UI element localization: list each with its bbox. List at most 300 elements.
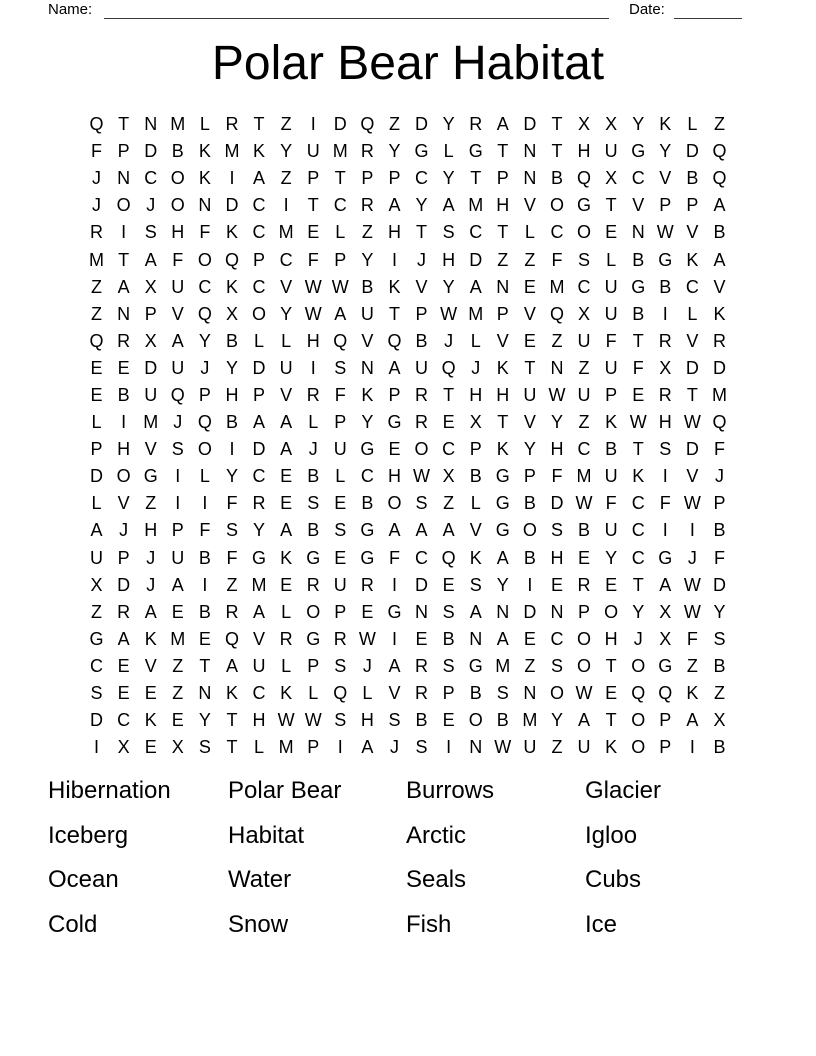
word-item: Habitat [228, 821, 305, 849]
grid-letter: H [496, 195, 510, 216]
grid-letter: X [469, 412, 482, 433]
grid-letter: T [632, 439, 644, 460]
grid-letter: P [605, 384, 618, 405]
grid-letter: C [252, 195, 266, 216]
grid-letter: V [523, 412, 536, 433]
grid-letter: I [662, 520, 668, 541]
grid-letter: J [146, 574, 156, 595]
grid-letter: D [415, 574, 429, 595]
grid-letter: Y [496, 574, 509, 595]
grid-letter: U [604, 357, 618, 378]
grid-letter: R [279, 628, 293, 649]
grid-letter: E [171, 710, 184, 731]
grid-letter: U [577, 384, 591, 405]
grid-letter: A [388, 520, 401, 541]
grid-letter: L [470, 493, 481, 514]
grid-letter: P [659, 737, 672, 758]
grid-letter: Z [91, 601, 103, 622]
grid-letter: V [686, 222, 699, 243]
grid-letter: R [225, 601, 239, 622]
grid-letter: C [333, 195, 347, 216]
grid-letter: P [334, 601, 347, 622]
grid-letter: E [415, 628, 428, 649]
grid-letter: E [605, 222, 618, 243]
grid-letter: B [496, 710, 509, 731]
grid-letter: Q [549, 303, 564, 324]
grid-letter: Q [360, 114, 375, 135]
grid-letter: P [253, 384, 266, 405]
grid-letter: C [252, 222, 266, 243]
grid-letter: X [605, 168, 618, 189]
grid-letter: R [225, 114, 239, 135]
grid-letter: L [362, 683, 373, 704]
grid-letter: U [306, 141, 320, 162]
grid-letter: G [306, 547, 321, 568]
grid-letter: Q [197, 412, 212, 433]
grid-letter: K [253, 141, 266, 162]
grid-letter: Z [145, 493, 157, 514]
grid-letter: A [496, 114, 509, 135]
grid-letter: I [121, 222, 127, 243]
grid-letter: P [496, 303, 509, 324]
grid-letter: S [334, 710, 347, 731]
grid-letter: Z [172, 655, 184, 676]
grid-letter: B [117, 384, 130, 405]
grid-letter: L [91, 412, 102, 433]
grid-letter: B [686, 168, 699, 189]
grid-letter: Y [605, 547, 618, 568]
grid-letter: P [307, 168, 320, 189]
grid-letter: Z [578, 412, 590, 433]
grid-letter: T [334, 168, 346, 189]
grid-letter: C [415, 547, 429, 568]
grid-letter: J [119, 520, 129, 541]
grid-letter: E [334, 547, 347, 568]
grid-letter: G [577, 195, 592, 216]
grid-letter: P [469, 439, 482, 460]
grid-letter: H [658, 412, 672, 433]
grid-letter: J [633, 628, 643, 649]
grid-letter: Z [361, 222, 373, 243]
grid-letter: F [199, 520, 211, 541]
grid-letter: A [442, 195, 455, 216]
grid-letter: X [659, 601, 672, 622]
grid-letter: T [253, 114, 265, 135]
grid-letter: O [549, 683, 564, 704]
grid-letter: W [683, 412, 701, 433]
grid-letter: H [225, 384, 239, 405]
grid-letter: F [91, 141, 103, 162]
grid-letter: D [144, 141, 158, 162]
grid-letter: E [361, 601, 374, 622]
grid-letter: S [469, 574, 482, 595]
grid-letter: S [198, 737, 211, 758]
grid-letter: U [144, 384, 158, 405]
grid-letter: G [631, 276, 646, 297]
grid-letter: Y [442, 168, 455, 189]
grid-letter: Q [441, 357, 456, 378]
grid-letter: T [470, 168, 482, 189]
word-item: Cubs [585, 866, 642, 894]
grid-letter: W [494, 737, 512, 758]
grid-letter: N [469, 737, 483, 758]
grid-letter: J [362, 655, 372, 676]
grid-letter: T [605, 195, 617, 216]
grid-letter: L [335, 222, 346, 243]
grid-letter: E [280, 493, 293, 514]
grid-letter: B [469, 683, 482, 704]
grid-letter: W [304, 710, 322, 731]
grid-letter: G [631, 141, 646, 162]
grid-letter: M [170, 628, 186, 649]
grid-letter: F [713, 547, 725, 568]
grid-letter: B [198, 547, 211, 568]
word-item: Snow [228, 910, 289, 938]
grid-letter: O [577, 222, 592, 243]
word-bank-column [228, 769, 406, 947]
grid-letter: B [659, 276, 672, 297]
grid-letter: Q [224, 628, 239, 649]
grid-letter: A [280, 439, 293, 460]
grid-letter: F [199, 222, 211, 243]
grid-letter: L [470, 330, 481, 351]
grid-letter: D [712, 574, 726, 595]
grid-letter: I [283, 195, 289, 216]
grid-letter: D [523, 601, 537, 622]
grid-letter: E [171, 601, 184, 622]
grid-letter: E [550, 574, 563, 595]
grid-letter: B [523, 493, 536, 514]
grid-letter: B [632, 303, 645, 324]
grid-letter: B [171, 141, 184, 162]
grid-letter: O [252, 303, 267, 324]
grid-letter: V [361, 330, 374, 351]
grid-letter: E [90, 357, 103, 378]
grid-letter: V [523, 303, 536, 324]
grid-letter: J [92, 168, 102, 189]
grid-letter: B [713, 737, 726, 758]
grid-letter: O [604, 601, 619, 622]
grid-letter: J [389, 737, 399, 758]
grid-letter: I [662, 466, 668, 487]
grid-letter: S [144, 222, 157, 243]
grid-letter: B [225, 330, 238, 351]
grid-letter: S [442, 222, 455, 243]
grid-letter: O [306, 601, 321, 622]
grid-letter: U [604, 466, 618, 487]
grid-letter: G [143, 466, 158, 487]
grid-letter: Z [713, 683, 725, 704]
grid-letter: E [198, 628, 211, 649]
grid-letter: N [550, 601, 564, 622]
grid-letter: C [360, 466, 374, 487]
grid-letter: S [442, 655, 455, 676]
grid-letter: P [496, 168, 509, 189]
grid-letter: R [658, 330, 672, 351]
grid-letter: P [90, 439, 103, 460]
grid-letter: L [199, 466, 210, 487]
grid-letter: F [388, 547, 400, 568]
grid-letter: Z [443, 493, 455, 514]
grid-letter: M [468, 195, 484, 216]
grid-letter: P [334, 412, 347, 433]
grid-letter: I [202, 493, 208, 514]
grid-letter: V [523, 195, 536, 216]
page-title: Polar Bear Habitat [211, 37, 605, 90]
grid-letter: G [360, 547, 375, 568]
grid-letter: S [307, 493, 320, 514]
grid-letter: U [279, 357, 293, 378]
date-blank-line [674, 18, 742, 19]
grid-letter: T [632, 330, 644, 351]
grid-letter: A [388, 357, 401, 378]
grid-letter: A [171, 330, 184, 351]
grid-letter: U [577, 330, 591, 351]
grid-letter: C [252, 466, 266, 487]
grid-letter: A [253, 412, 266, 433]
grid-letter: I [337, 737, 343, 758]
grid-letter: S [415, 493, 428, 514]
grid-letter: I [202, 574, 208, 595]
letter-grid [83, 111, 733, 761]
grid-letter: A [469, 601, 482, 622]
grid-letter: G [89, 628, 104, 649]
grid-letter: N [523, 683, 537, 704]
grid-letter: N [198, 683, 212, 704]
grid-letter: B [198, 601, 211, 622]
grid-letter: O [116, 195, 131, 216]
grid-letter: N [117, 303, 131, 324]
grid-letter: F [686, 628, 698, 649]
grid-letter: M [495, 655, 511, 676]
grid-letter: D [333, 114, 347, 135]
grid-letter: E [117, 655, 130, 676]
grid-letter: N [496, 601, 510, 622]
grid-letter: G [387, 412, 402, 433]
word-item: Ice [585, 910, 618, 938]
grid-letter: M [522, 710, 538, 731]
grid-letter: E [605, 574, 618, 595]
grid-letter: O [468, 710, 483, 731]
grid-letter: X [578, 303, 591, 324]
grid-letter: W [358, 628, 376, 649]
grid-letter: O [631, 655, 646, 676]
grid-letter: U [252, 655, 266, 676]
grid-letter: I [175, 466, 181, 487]
grid-letter: P [578, 601, 591, 622]
grid-letter: P [117, 547, 130, 568]
grid-letter: R [415, 412, 429, 433]
grid-letter: V [117, 493, 130, 514]
grid-letter: L [254, 737, 265, 758]
grid-letter: L [443, 141, 454, 162]
grid-letter: D [550, 493, 564, 514]
grid-letter: Q [387, 330, 402, 351]
grid-letter: A [361, 737, 374, 758]
grid-letter: L [308, 412, 319, 433]
grid-letter: G [387, 601, 402, 622]
grid-letter: U [604, 141, 618, 162]
grid-letter: E [578, 547, 591, 568]
grid-letter: C [117, 710, 131, 731]
grid-letter: B [442, 628, 455, 649]
word-item: Arctic [406, 821, 466, 849]
grid-letter: K [388, 276, 401, 297]
grid-letter: C [631, 168, 645, 189]
grid-letter: W [683, 493, 701, 514]
grid-letter: K [280, 683, 293, 704]
grid-letter: N [117, 168, 131, 189]
grid-letter: F [334, 384, 346, 405]
grid-letter: Q [658, 683, 673, 704]
grid-letter: K [713, 303, 726, 324]
grid-letter: S [225, 520, 238, 541]
grid-letter: R [333, 628, 347, 649]
grid-letter: G [468, 141, 483, 162]
grid-letter: S [713, 628, 726, 649]
grid-letter: P [388, 384, 401, 405]
grid-letter: V [686, 330, 699, 351]
grid-letter: C [550, 222, 564, 243]
grid-letter: Q [712, 141, 727, 162]
grid-letter: H [550, 547, 564, 568]
grid-letter: J [146, 547, 156, 568]
grid-letter: S [388, 710, 401, 731]
grid-letter: T [388, 303, 400, 324]
grid-letter: U [577, 737, 591, 758]
grid-letter: L [281, 330, 292, 351]
grid-letter: O [522, 520, 537, 541]
grid-letter: U [333, 574, 347, 595]
grid-letter: P [713, 493, 726, 514]
grid-letter: O [170, 195, 185, 216]
grid-letter: Z [524, 249, 536, 270]
grid-letter: Z [388, 114, 400, 135]
grid-letter: A [280, 520, 293, 541]
grid-letter: X [171, 737, 184, 758]
grid-letter: Y [198, 330, 211, 351]
grid-letter: K [144, 628, 157, 649]
grid-letter: V [171, 303, 184, 324]
grid-letter: B [713, 520, 726, 541]
grid-letter: Z [713, 114, 725, 135]
grid-letter: A [90, 520, 103, 541]
grid-letter: E [117, 683, 130, 704]
grid-letter: R [658, 384, 672, 405]
grid-letter: O [170, 168, 185, 189]
grid-letter: A [117, 276, 130, 297]
grid-letter: K [605, 412, 618, 433]
grid-letter: X [659, 357, 672, 378]
grid-letter: O [116, 466, 131, 487]
grid-letter: K [659, 114, 672, 135]
grid-letter: X [90, 574, 103, 595]
grid-letter: A [253, 601, 266, 622]
grid-letter: R [360, 141, 374, 162]
grid-letter: G [414, 141, 429, 162]
grid-letter: L [254, 330, 265, 351]
grid-letter: Z [497, 249, 509, 270]
grid-letter: F [551, 466, 563, 487]
grid-letter: I [689, 520, 695, 541]
grid-letter: R [252, 493, 266, 514]
grid-letter: F [551, 249, 563, 270]
grid-letter: V [713, 276, 726, 297]
grid-letter: N [360, 357, 374, 378]
grid-letter: W [277, 710, 295, 731]
grid-letter: K [280, 547, 293, 568]
grid-letter: I [94, 737, 100, 758]
grid-letter: S [442, 601, 455, 622]
grid-letter: G [306, 628, 321, 649]
grid-letter: P [334, 249, 347, 270]
grid-letter: Q [577, 168, 592, 189]
grid-letter: Z [91, 276, 103, 297]
grid-letter: T [226, 710, 238, 731]
word-item: Fish [406, 910, 452, 938]
grid-letter: Y [550, 710, 563, 731]
grid-letter: Y [442, 276, 455, 297]
grid-letter: S [334, 520, 347, 541]
grid-letter: Y [361, 412, 374, 433]
grid-letter: N [550, 357, 564, 378]
grid-letter: U [171, 547, 185, 568]
grid-letter: Q [712, 412, 727, 433]
grid-letter: Y [280, 141, 293, 162]
grid-letter: M [468, 303, 484, 324]
grid-letter: M [278, 737, 294, 758]
grid-letter: J [417, 249, 427, 270]
grid-letter: F [226, 547, 238, 568]
grid-letter: X [144, 330, 157, 351]
grid-letter: G [658, 249, 673, 270]
grid-letter: L [687, 303, 698, 324]
grid-letter: Y [388, 141, 401, 162]
grid-letter: K [605, 737, 618, 758]
grid-letter: V [144, 655, 157, 676]
grid-letter: P [171, 520, 184, 541]
grid-letter: P [388, 168, 401, 189]
grid-letter: L [524, 222, 535, 243]
grid-letter: B [225, 412, 238, 433]
grid-letter: X [659, 628, 672, 649]
grid-letter: M [576, 466, 592, 487]
grid-letter: D [415, 114, 429, 135]
grid-letter: M [251, 574, 267, 595]
grid-letter: M [711, 384, 727, 405]
grid-letter: K [198, 168, 211, 189]
grid-letter: R [306, 384, 320, 405]
grid-letter: I [391, 628, 397, 649]
grid-letter: W [683, 601, 701, 622]
grid-letter: U [604, 520, 618, 541]
grid-letter: B [713, 222, 726, 243]
grid-letter: I [229, 439, 235, 460]
grid-letter: L [281, 655, 292, 676]
grid-letter: Q [333, 683, 348, 704]
grid-letter: G [468, 655, 483, 676]
grid-letter: Q [89, 330, 104, 351]
grid-letter: Q [712, 168, 727, 189]
grid-letter: J [200, 357, 210, 378]
grid-letter: F [307, 249, 319, 270]
grid-letter: G [495, 493, 510, 514]
grid-letter: G [495, 520, 510, 541]
grid-letter: P [659, 195, 672, 216]
grid-letter: K [144, 710, 157, 731]
grid-letter: X [117, 737, 130, 758]
grid-letter: H [496, 384, 510, 405]
